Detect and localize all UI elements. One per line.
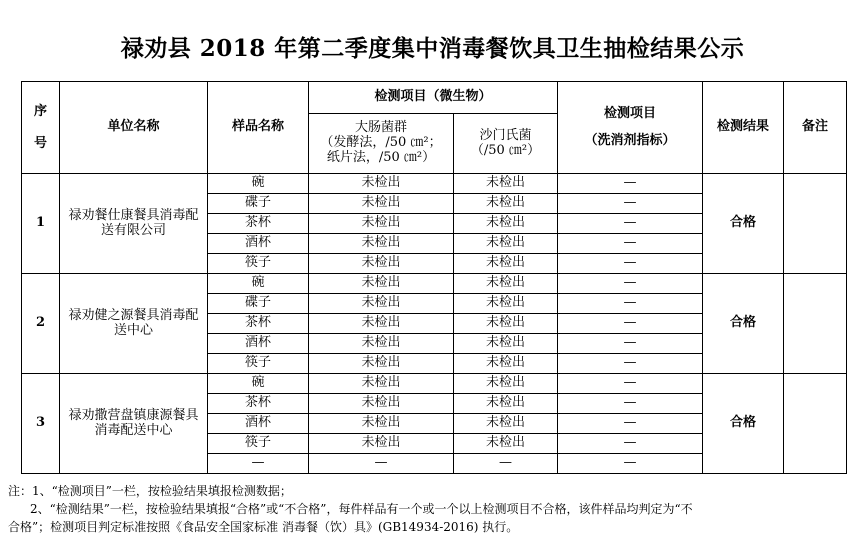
unit-name: 禄劝餐仕康餐具消毒配送有限公司 <box>60 174 208 274</box>
salmonella-value: 未检出 <box>454 294 558 314</box>
disinfectant-value: — <box>558 314 703 334</box>
unit-name: 禄劝撒营盘镇康源餐具消毒配送中心 <box>60 374 208 474</box>
remark-cell <box>784 174 847 274</box>
coliform-value: 未检出 <box>309 214 454 234</box>
sample-name: 碟子 <box>208 294 309 314</box>
coliform-value: 未检出 <box>309 174 454 194</box>
page-title: 禄劝县 2018 年第二季度集中消毒餐饮具卫生抽检结果公示 <box>120 35 745 62</box>
row-seq: 2 <box>22 274 60 374</box>
sample-name: 酒杯 <box>208 414 309 434</box>
header-sample: 样品名称 <box>208 82 309 174</box>
salmonella-value: 未检出 <box>454 334 558 354</box>
sample-name: 碗 <box>208 174 309 194</box>
row-seq: 1 <box>22 174 60 274</box>
coliform-value: 未检出 <box>309 274 454 294</box>
sample-name: 筷子 <box>208 254 309 274</box>
coliform-value: 未检出 <box>309 374 454 394</box>
sample-name: 茶杯 <box>208 314 309 334</box>
coliform-value: 未检出 <box>309 394 454 414</box>
row-seq: 3 <box>22 374 60 474</box>
sample-name: 酒杯 <box>208 234 309 254</box>
salmonella-value: 未检出 <box>454 234 558 254</box>
disinfectant-value: — <box>558 254 703 274</box>
salmonella-value: 未检出 <box>454 374 558 394</box>
footnote-line-2: 2、“检测结果”一栏，按检验结果填报“合格”或“不合格”，每件样品有一个或一个以上检测项目不合格，该件样品均判定为“不 <box>30 502 693 516</box>
coliform-value: 未检出 <box>309 254 454 274</box>
footnote-line-3: 合格”；检测项目判定标准按照《食品安全国家标准 消毒餐（饮）具》(GB14934-2016) 执行。 <box>8 520 519 534</box>
disinfectant-value: — <box>558 454 703 474</box>
disinfectant-value: — <box>558 374 703 394</box>
unit-name: 禄劝健之源餐具消毒配送中心 <box>60 274 208 374</box>
disinfectant-value: — <box>558 214 703 234</box>
footnote-line-1: 注：1、“检测项目”一栏，按检验结果填报检测数据； <box>8 484 292 498</box>
header-micro-group: 检测项目（微生物） <box>309 82 558 114</box>
salmonella-value: 未检出 <box>454 194 558 214</box>
header-coliform <box>309 114 454 174</box>
coliform-value: 未检出 <box>309 194 454 214</box>
disinfectant-value: — <box>558 274 703 294</box>
salmonella-value: 未检出 <box>454 274 558 294</box>
coliform-value: — <box>309 454 454 474</box>
header-seq <box>22 82 60 174</box>
remark-cell <box>784 274 847 374</box>
sample-name: 筷子 <box>208 434 309 454</box>
coliform-value: 未检出 <box>309 354 454 374</box>
disinfectant-value: — <box>558 434 703 454</box>
sample-name: 茶杯 <box>208 394 309 414</box>
sample-name: 酒杯 <box>208 334 309 354</box>
header-coliform-method-1: （发酵法，/50 ㎝²； <box>320 135 442 151</box>
disinfectant-value: — <box>558 174 703 194</box>
disinfectant-value: — <box>558 194 703 214</box>
table-row <box>22 174 847 194</box>
disinfectant-value: — <box>558 394 703 414</box>
coliform-value: 未检出 <box>309 314 454 334</box>
sample-name: — <box>208 454 309 474</box>
disinfectant-value: — <box>558 414 703 434</box>
header-disinfectant <box>558 82 703 174</box>
sample-name: 碟子 <box>208 194 309 214</box>
coliform-value: 未检出 <box>309 234 454 254</box>
disinfectant-value: — <box>558 354 703 374</box>
coliform-value: 未检出 <box>309 334 454 354</box>
salmonella-value: 未检出 <box>454 174 558 194</box>
header-result: 检测结果 <box>703 82 784 174</box>
salmonella-value: 未检出 <box>454 314 558 334</box>
header-unit: 单位名称 <box>60 82 208 174</box>
result-value: 合格 <box>703 174 784 274</box>
salmonella-value: 未检出 <box>454 354 558 374</box>
table-row <box>22 274 847 294</box>
result-value: 合格 <box>703 374 784 474</box>
disinfectant-value: — <box>558 334 703 354</box>
salmonella-value: 未检出 <box>454 414 558 434</box>
header-disinfectant-line1: 检测项目 <box>604 105 657 121</box>
disinfectant-value: — <box>558 234 703 254</box>
remark-cell <box>784 374 847 474</box>
salmonella-value: 未检出 <box>454 394 558 414</box>
sample-name: 筷子 <box>208 354 309 374</box>
table-row <box>22 374 847 394</box>
header-disinfectant-line2: （洗消剂指标） <box>584 132 676 148</box>
coliform-value: 未检出 <box>309 294 454 314</box>
salmonella-value: 未检出 <box>454 254 558 274</box>
footnotes <box>8 482 858 536</box>
salmonella-value: 未检出 <box>454 214 558 234</box>
header-coliform-name: 大肠菌群 <box>354 120 407 136</box>
result-value: 合格 <box>703 274 784 374</box>
header-salmonella-unit: （/50 ㎝²） <box>470 142 541 158</box>
header-seq-text: 序号 <box>34 104 48 151</box>
disinfectant-value: — <box>558 294 703 314</box>
sample-name: 茶杯 <box>208 214 309 234</box>
inspection-results-table <box>21 81 847 474</box>
coliform-value: 未检出 <box>309 414 454 434</box>
header-coliform-method-2: 纸片法，/50 ㎝²） <box>326 149 436 165</box>
coliform-value: 未检出 <box>309 434 454 454</box>
salmonella-value: 未检出 <box>454 434 558 454</box>
header-salmonella <box>454 114 558 174</box>
sample-name: 碗 <box>208 274 309 294</box>
header-salmonella-name: 沙门氏菌 <box>479 127 532 143</box>
salmonella-value: — <box>454 454 558 474</box>
header-remark: 备注 <box>784 82 847 174</box>
sample-name: 碗 <box>208 374 309 394</box>
